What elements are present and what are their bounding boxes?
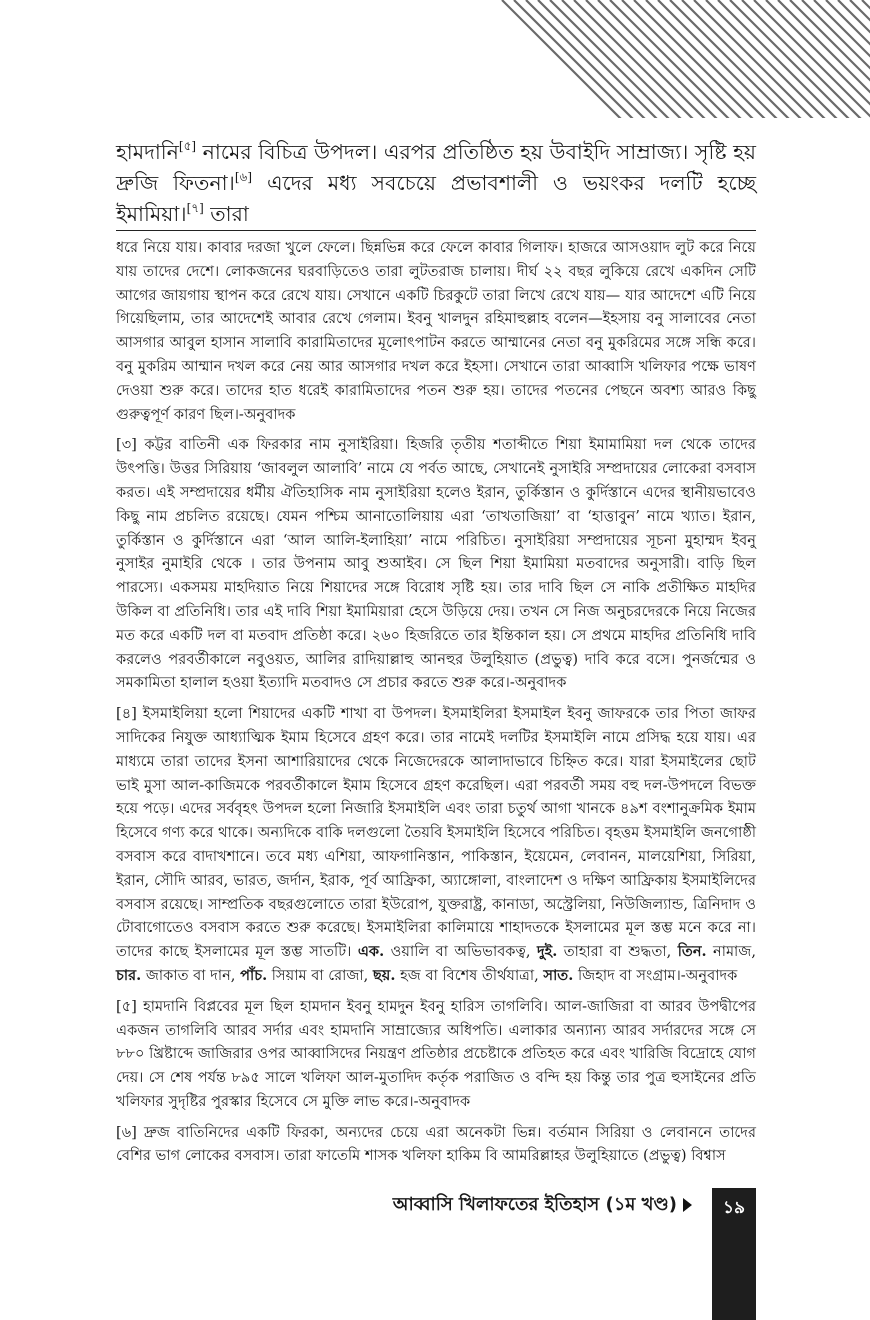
- pillar-text: জিহাদ বা সংগ্রাম।-অনুবাদক: [573, 966, 738, 984]
- pillar-label: পাঁচ.: [240, 966, 268, 984]
- footnote-5: [৫] হামদানি বিপ্লবের মূল ছিল হামদান ইবনু হামদুন ইবনু হারিস তাগলিবি। আল-জাজিরা বা আরব উপদ্বীপের একজন তাগলিবি আরব সর্দার এবং হামদানি সাম্রাজ্যের অধিপতি। এলাকার অন্যান্য আরব সর্দারদের সঙ্গে সে ৮৮০ খ্রিষ্টাব্দে জাজিরার ওপর আব্বাসিদের নিয়ন্ত্রণ প্রতিষ্ঠার প্রচেষ্টাকে প্রতিহত করে এবং খারিজি বিদ্রোহে যোগ দেয়। সে শেষ পর্যন্ত ৮৯৫ সালে খলিফা আল-মুতাদিদ কর্তৃক পরাজিত ও বন্দি হয় কিন্তু তার পুত্র হুসাইনের প্রতি খলিফার সুদৃষ্টির পুরস্কার হিসেবে সে মুক্তি লাভ করে।-অনুবাদক: [116, 997, 756, 1110]
- decorative-stripes: [500, 0, 870, 118]
- stripe-line: [500, 0, 512, 118]
- stripe-line: [500, 0, 584, 118]
- page-number-tab: [712, 1188, 756, 1320]
- footnote-continued: ধরে নিয়ে যায়। কাবার দরজা খুলে ফেলে। ছিন্নভিন্ন করে ফেলে কাবার গিলাফ। হাজরে আসওয়াদ লুট করে নিয়ে যায় তাদের দেশে। লোকজনের ঘরবাড়িতেও তারা লুটতরাজ চালায়। দীর্ঘ ২২ বছর লুকিয়ে রেখে একদিন সেটি আগের জায়গায় স্থাপন করে রেখে যায়। সেখানে একটি চিরকুটে তারা লিখে রেখে যায়— যার আদেশে এটি নিয়ে গিয়েছিলাম, তার আদেশেই আবার রেখে গেলাম। ইবনু খালদুন রহিমাহুল্লাহ বলেন—ইহসায় বনু সালাবের নেতা আসগার আবুল হাসান সালাবি কারামিতাদের মূলোৎপাটন করতে আম্মানের নেতা বনু মুকরিমের সঙ্গে সন্ধি করে। বনু মুকরিম আম্মান দখল করে নেয় আর আসগার দখল করে ইহসা। সেখানে তারা আব্বাসি খলিফার পক্ষে ভাষণ দেওয়া শুরু করে। তাদের হাত ধরেই কারামিতাদের পতন শুরু হয়। তাদের পতনের পেছনে অবশ্য আরও কিছু গুরুত্বপূর্ণ কারণ ছিল।-অনুবাদক: [116, 239, 756, 423]
- book-title: আব্বাসি খিলাফতের ইতিহাস (১ম খণ্ড): [392, 1193, 677, 1215]
- pillar-label: দুই.: [536, 943, 558, 961]
- pillar-text: তাহারা বা শুদ্ধতা,: [557, 943, 678, 961]
- main-text-segment: এদের মধ্য সবচেয়ে প্রভাবশালী ও ভয়ংকর দলটি হচ্ছে ইমামিয়া।: [116, 171, 757, 226]
- pillar-label: সাত.: [543, 966, 574, 984]
- main-text-segment: নামের বিচিত্র উপদল। এরপর প্রতিষ্ঠিত হয় উবাইদি সাম্রাজ্য। সৃষ্টি হয় দ্রুজি ফিতনা।: [116, 140, 756, 195]
- main-text-segment: হামদানি: [116, 140, 179, 164]
- pillar-label: ছয়.: [372, 966, 396, 984]
- footnote-3: [৩] কট্টর বাতিনী এক ফিরকার নাম নুসাইরিয়া। হিজরি তৃতীয় শতাব্দীতে শিয়া ইমামামিয়া দল থেকে তাদের উৎপত্তি। উত্তর সিরিয়ায় ‘জাবলুল আলাবি’ নামে যে পর্বত আছে, সেখানেই নুসাইরি সম্প্রদায়ের লোকেরা বসবাস করত। এই সম্প্রদায়ের ধর্মীয় ঐতিহাসিক নাম নুসাইরিয়া হলেও ইরান, তুর্কিস্তান ও কুর্দিস্তানে এদের স্থানীয়ভাবেও কিছু নাম প্রচলিত রয়েছে। যেমন পশ্চিম আনাতোলিয়ায় এরা ‘তাখতাজিয়া’ বা ‘হাত্তাবুন’ নামে খ্যাত। ইরান, তুর্কিস্তান ও কুর্দিস্তানে এরা ‘আল আলি-ইলাহিয়া’ নামে পরিচিত। নুসাইরিয়া সম্প্রদায়ের সূচনা মুহাম্মদ ইবনু নুসাইর নুমাইরি থেকে । তার উপনাম আবু শুআইব। সে ছিল শিয়া ইমামিয়া মতবাদের অনুসারী। বাড়ি ছিল পারস্যে। একসময় মাহদিয়াত নিয়ে শিয়াদের সঙ্গে বিরোধ সৃষ্টি হয়। তার দাবি ছিল সে নাকি প্রতীক্ষিত মাহদির উকিল বা প্রতিনিধি। তার এই দাবি শিয়া ইমামিয়ারা হেসে উড়িয়ে দেয়। তখন সে নিজ অনুচরদেরকে নিয়ে নিজের মত করে একটি দল বা মতবাদ প্রতিষ্ঠা করে। ২৬০ হিজরিতে তার ইন্তিকাল হয়। সে প্রথমে মাহদির প্রতিনিধি দাবি করলেও পরবর্তীকালে নবুওয়ত, আলির রাদিয়াল্লাহু আনহুর উলুহিয়াত (প্রভুত্ব) দাবি করে বসে। পুনর্জন্মের ও সমকামিতা হালাল হওয়া ইত্যাদি মতবাদও সে প্রচার করতে শুরু করে।-অনুবাদক: [116, 436, 756, 692]
- arrow-right-icon: [683, 1198, 692, 1212]
- footnote-4: [116, 702, 756, 988]
- pillar-text: হজ বা বিশেষ তীর্থযাত্রা,: [395, 966, 544, 984]
- pillar-label: চার.: [116, 966, 142, 984]
- pillar-text: জাকাত বা দান,: [141, 966, 241, 984]
- main-paragraph: [116, 137, 756, 230]
- footnote-divider: [116, 230, 756, 231]
- footnote-4-text: [৪] ইসমাইলিয়া হলো শিয়াদের একটি শাখা বা উপদল। ইসমাইলিরা ইসমাইল ইবনু জাফরকে তার পিতা জাফর সাদিকের নিযুক্ত আধ্যাত্মিক ইমাম হিসেবে গ্রহণ করে। তার নামেই দলটির ইসমাইলি নামে প্রসিদ্ধ হয়ে যায়। এর মাধ্যমে তারা তাদের ইসনা আশারিয়াদের থেকে নিজেদেরকে আলাদাভাবে চিহ্নিত করে। যারা ইসমাইলের ছোট ভাই মুসা আল-কাজিমকে পরবর্তীকালে ইমাম হিসেবে গ্রহণ করেছিল। এরা পরবর্তী সময় বহু দল-উপদলে বিভক্ত হয়ে পড়ে। এদের সর্ববৃহৎ উপদল হলো নিজারি ইসমাইলি এবং তারা চতুর্থ আগা খানকে ৪৯শ বংশানুক্রমিক ইমাম হিসেবে গণ্য করে থাকে। অন্যদিকে বাকি দলগুলো তৈয়বি ইসমাইলি হিসেবে পরিচিত। বৃহত্তম ইসমাইলি জনগোষ্ঠী বসবাস করে বাদাখশানে। তবে মধ্য এশিয়া, আফগানিস্তান, পাকিস্তান, ইয়েমেন, লেবানন, মালয়েশিয়া, সিরিয়া, ইরান, সৌদি আরব, ভারত, জর্দান, ইরাক, পূর্ব আফ্রিকা, অ্যাঙ্গোলা, বাংলাদেশ ও দক্ষিণ আফ্রিকায় ইসমাইলিদের বসবাস রয়েছে। সাম্প্রতিক বছরগুলোতে তারা ইউরোপ, যুক্তরাষ্ট্র, কানাডা, অস্ট্রেলিয়া, নিউজিল্যান্ড, ত্রিনিদাদ ও টোবাগোতেও বসবাস করতে শুরু করেছে। ইসমাইলিরা কালিমায়ে শাহাদতকে ইসলামের মূল স্তম্ভ মনে করে না। তাদের কাছে ইসলামের মূল স্তম্ভ সাতটি।: [116, 705, 757, 961]
- footnote-ref-7[interactable]: [৭]: [186, 201, 204, 215]
- pillar-label: তিন.: [677, 943, 707, 961]
- pillar-text: সিয়াম বা রোজা,: [267, 966, 373, 984]
- footnote-ref-6[interactable]: [৬]: [234, 170, 253, 184]
- stripe-line: [500, 0, 548, 118]
- footnote-6: [৬] দ্রুজ বাতিনিদের একটি ফিরকা, অন্যদের চেয়ে এরা অনেকটা ভিন্ন। বর্তমান সিরিয়া ও লেবাননে তাদের বেশির ভাগ লোকের বসবাস। তারা ফাতেমি শাসক খলিফা হাকিম বি আমরিল্লাহর উলুহিয়াতে (প্রভুত্ব) বিশ্বাস: [116, 1123, 756, 1165]
- main-text-segment: তারা: [203, 202, 249, 226]
- pillar-text: ওয়ালি বা অভিভাবকত্ব,: [384, 943, 537, 961]
- footnotes-section: [116, 236, 756, 1175]
- stripe-line: [500, 0, 560, 118]
- stripe-line: [500, 0, 596, 118]
- pillar-label: এক.: [357, 943, 385, 961]
- pillar-text: নামাজ,: [706, 943, 756, 961]
- page-number: ১৯: [722, 1198, 746, 1218]
- footnote-ref-5[interactable]: [৫]: [178, 139, 197, 153]
- page-footer: [392, 1188, 692, 1222]
